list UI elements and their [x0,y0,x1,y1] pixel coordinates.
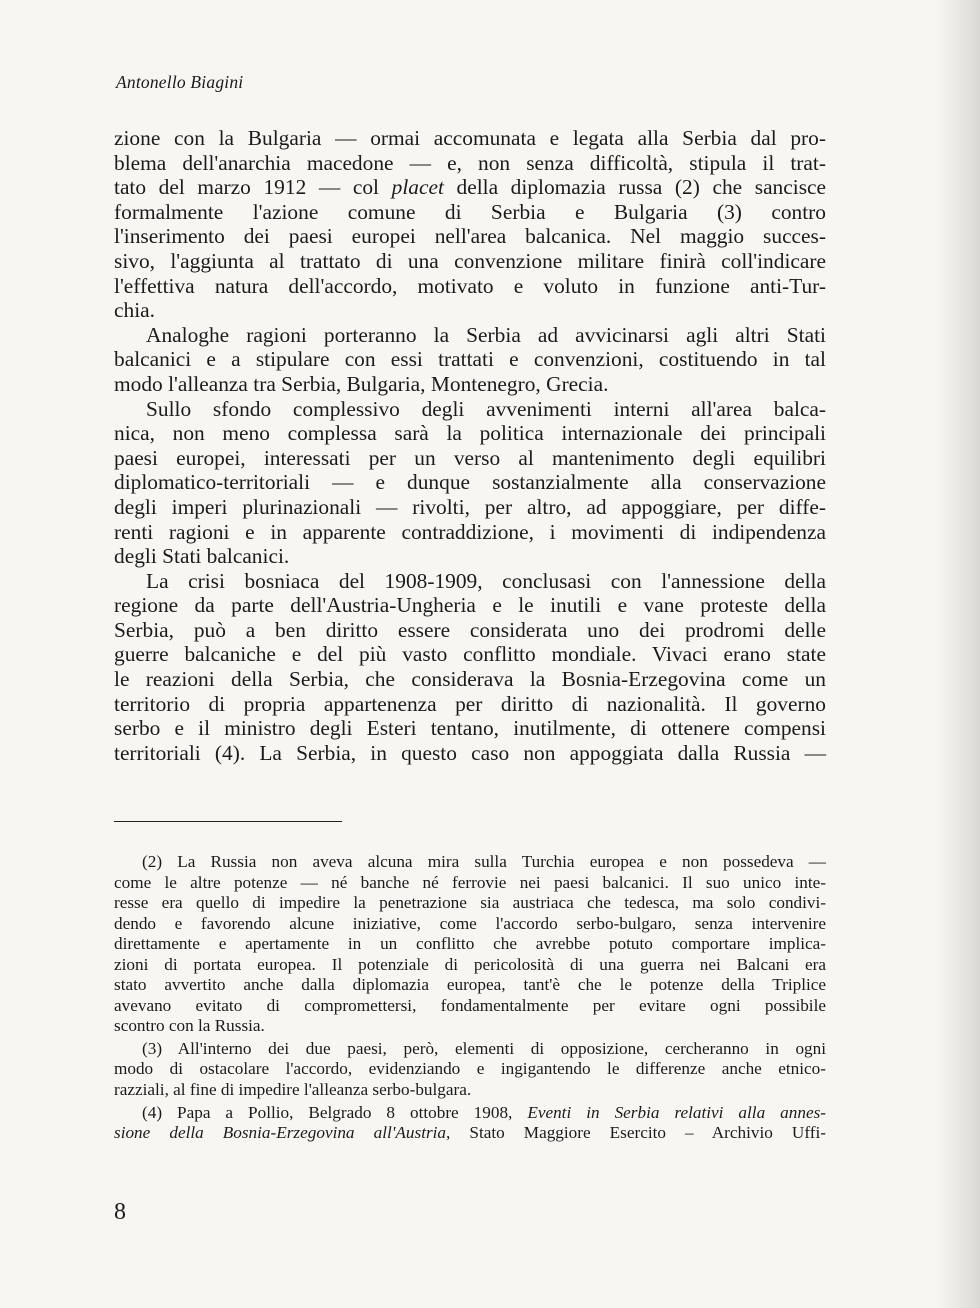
paragraph-line: formalmente l'azione comune di Serbia e Bulgaria (3) contro [114,199,826,224]
main-text [114,126,826,765]
footnote-line: modo di ostacolare l'accordo, evidenziando e ingigantendo le differenze anche etnico- [114,1059,826,1079]
footnote-2 [114,1039,826,1101]
paragraph-line: Sullo sfondo complessivo degli avvenimenti interni all'area balca- [146,396,826,421]
footnote-line: razziali, al fine di impedire l'alleanza serbo-bulgara. [114,1080,472,1100]
paragraph-line: diplomatico-territoriali — e dunque sostanzialmente alla conservazione [114,470,826,495]
footnote-line: (4) Papa a Pollio, Belgrado 8 ottobre 1908, Eventi in Serbia relativi alla annes- [142,1102,826,1122]
paragraph-line: chia. [114,298,155,323]
paragraph-line: degli Stati balcanici. [114,544,290,569]
paragraph-line: l'inserimento dei paesi europei nell'area balcanica. Nel maggio succes- [114,224,826,249]
paragraph-line: territorio di propria appartenenza per diritto di nazionalità. Il governo [114,691,826,716]
paragraph-1 [114,126,826,323]
paragraph-line: l'effettiva natura dell'accordo, motivato e voluto in funzione anti-Tur- [114,273,826,298]
footnote-line: (2) La Russia non aveva alcuna mira sulla Turchia europea e non possedeva — [142,852,826,871]
paragraph-3 [114,397,826,569]
page-edge-shadow [936,0,980,1308]
footnote-line: zioni di portata europea. Il potenziale di pericolosità di una guerra nei Balcani era [114,954,826,974]
paragraph-line: degli imperi plurinazionali — rivolti, per altro, ad appoggiare, per diffe- [114,494,826,519]
running-header-author: Antonello Biagini [116,72,244,92]
footnote-line: direttamente e apertamente in un conflitto che avrebbe potuto comportare implica- [114,934,826,954]
paragraph-line: regione da parte dell'Austria-Ungheria e le inutili e vane proteste della [114,593,826,618]
footnotes [114,852,826,1144]
paragraph-line: zione con la Bulgaria — ormai accomunata e legata alla Serbia dal pro- [114,126,826,150]
paragraph-line: nica, non meno complessa sarà la politica internazionale dei principali [114,421,826,446]
footnote-line: scontro con la Russia. [114,1016,265,1036]
paragraph-line: paesi europei, interessati per un verso al mantenimento degli equilibri [114,445,826,470]
footnote-separator [114,821,342,822]
paragraph-line: sivo, l'aggiunta al trattato di una convenzione militare finirà coll'indicare [114,248,826,273]
footnote-line: stato avvertito anche dalla diplomazia europea, tant'è che le potenze della Triplice [114,975,826,995]
paragraph-line: blema dell'anarchia macedone — e, non senza difficoltà, stipula il trat- [114,150,826,175]
paragraph-line: serbo e il ministro degli Esteri tentano, inutilmente, di ottenere compensi [114,716,826,741]
paragraph-line: territoriali (4). La Serbia, in questo caso non appoggiata dalla Russia — [114,740,826,765]
paragraph-line: guerre balcaniche e del più vasto conflitto mondiale. Vivaci erano state [114,642,826,667]
paragraph-line: Analoghe ragioni porteranno la Serbia ad avvicinarsi agli altri Stati [146,322,826,347]
footnote-1 [114,852,826,1037]
footnote-line: resse era quello di impedire la penetrazione sia austriaca che tedesca, ma solo condivi- [114,893,826,913]
paragraph-line: le reazioni della Serbia, che considerava la Bosnia-Erzegovina come un [114,667,826,692]
footnote-3 [114,1103,826,1144]
paragraph-4 [114,569,826,766]
paragraph-line: renti ragioni e in apparente contraddizione, i movimenti di indipendenza [114,519,826,544]
footnote-line: sione della Bosnia-Erzegovina all'Austria, Stato Maggiore Esercito – Archivio Uffi- [114,1123,826,1143]
paragraph-line: La crisi bosniaca del 1908-1909, conclusasi con l'annessione della [146,568,826,593]
paragraph-line: Serbia, può a ben diritto essere considerata uno dei prodromi delle [114,617,826,642]
footnote-line: come le altre potenze — né banche né ferrovie nei paesi balcanici. Il suo unico inte- [114,872,826,892]
paragraph-line: tato del marzo 1912 — col placet della diplomazia russa (2) che sancisce [114,175,827,200]
paragraph-line: modo l'alleanza tra Serbia, Bulgaria, Montenegro, Grecia. [114,371,609,396]
footnote-line: (3) All'interno dei due paesi, però, elementi di opposizione, cercheranno in ogni [142,1038,826,1058]
paragraph-line: balcanici e a stipulare con essi trattati e convenzioni, costituendo in tal [114,347,826,372]
page-number: 8 [114,1199,126,1225]
paragraph-2 [114,323,826,397]
footnote-line: dendo e favorendo alcune iniziative, come l'accordo serbo-bulgaro, senza intervenire [114,913,826,933]
footnote-line: avevano evitato di compromettersi, fondamentalmente per evitare ogni possibile [114,995,826,1015]
